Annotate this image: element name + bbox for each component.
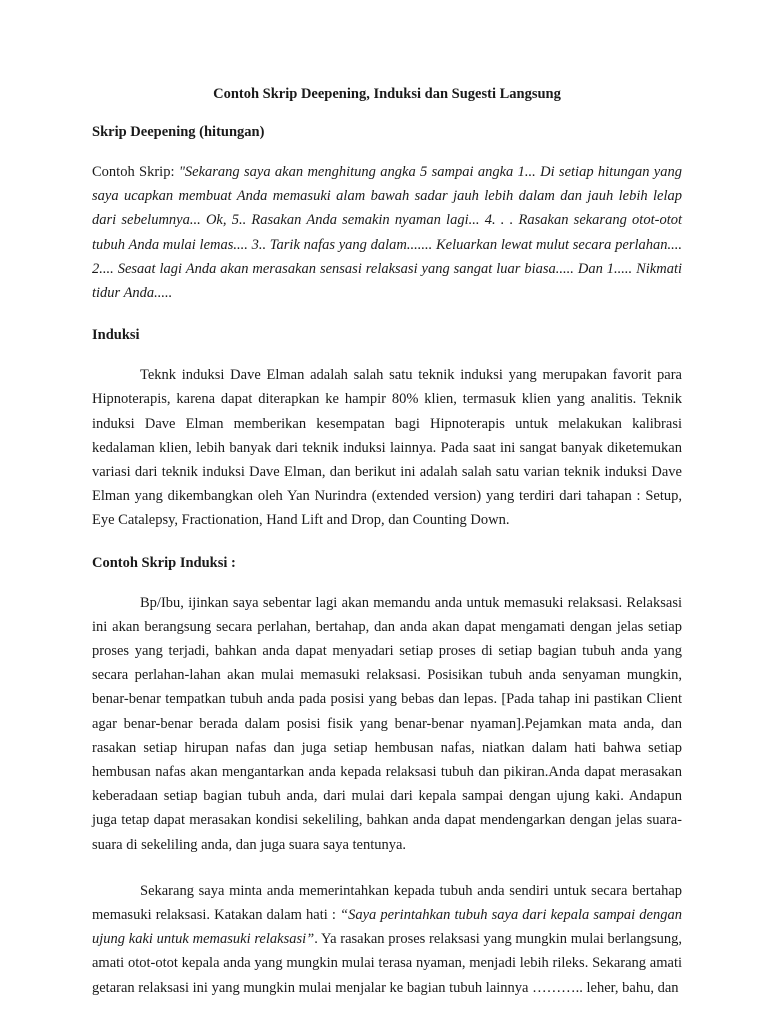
document-title: Contoh Skrip Deepening, Induksi dan Sugesti Langsung (213, 86, 561, 102)
paragraph-induksi-script-2 (92, 879, 682, 1000)
heading-contoh-skrip-induksi: Contoh Skrip Induksi : (92, 554, 236, 571)
heading-induksi: Induksi (92, 327, 140, 344)
paragraph2-text-a: Sekarang saya minta anda memerintahkan kepada tubuh anda sendiri untuk secara bertahap memasuki relaksasi. Katakan dalam hati : (92, 882, 682, 924)
deepening-quote: "Sekarang saya akan menghitung angka 5 sampai angka 1... Di setiap hitungan yang saya ucapkan membuat Anda memasuki alam bawah sadar jauh lebih dalam dan jauh lebih lelap dari sebelumnya... Ok, 5.. Rasakan Anda semakin nyaman lagi... 4. . . Rasakan sekarang otot-otot tubuh Anda mulai lemas.... 3.. Tarik nafas yang dalam....... Keluarkan lewat mulut secara perlahan.... 2.... Sesaat lagi Anda akan merasakan sensasi relaksasi yang sangat luar biasa..... Dan 1..... Nikmati tidur Anda..... (92, 164, 682, 302)
paragraph-deepening-script (92, 160, 682, 305)
paragraph2-text-b: . Ya rasakan proses relaksasi yang mungkin mulai berlangsung, amati otot-otot kepala anda yang mungkin mulai terasa nyaman, menjadi lebih rileks. Sekarang amati getaran relaksasi ini yang mungkin mulai menjalar ke bagian tubuh lainnya ……….. leher, bahu, dan (92, 931, 682, 996)
heading-skrip-deepening: Skrip Deepening (hitungan) (92, 124, 265, 140)
paragraph-induksi-script-1: Bp/Ibu, ijinkan saya sebentar lagi akan memandu anda untuk memasuki relaksasi. Relaksasi ini akan berangsung secara perlahan, bertahap, dan anda akan dapat mengamati dengan jelas setiap proses yang terjadi, bahkan anda dapat menyadari setiap proses di setiap bagian tubuh anda yang secara perlahan-lahan akan mulai memasuki relaksasi. Posisikan tubuh anda senyaman mungkin, benar-benar tempatkan tubuh anda pada posisi yang bebas dan lepas. [Pada tahap ini pastikan Client agar benar-benar berada dalam posisi fisik yang benar-benar nyaman].Pejamkan mata anda, dan rasakan setiap hirupan nafas dan juga setiap hembusan nafas, niatkan dalam hati bahwa setiap hembusan nafas akan mengantarkan anda kepada relaksasi tubuh dan pikiran.Anda dapat merasakan keberadaan setiap bagian tubuh anda, dari mulai dari kepala sampai dengan ujung kaki. Andapun juga tetap dapat merasakan kondisi sekeliling, bahkan anda dapat mendengarkan dengan jelas suara-suara di sekeliling anda, dan juga suara saya tentunya. (92, 594, 682, 853)
paragraph2-quote: “Saya perintahkan tubuh saya dari kepala sampai dengan ujung kaki untuk memasuki relaksasi” (92, 907, 682, 948)
lead-label: Contoh Skrip: (92, 164, 179, 180)
paragraph-induksi: Teknk induksi Dave Elman adalah salah satu teknik induksi yang merupakan favorit para Hipnoterapis, karena dapat diterapkan ke hampir 80% klien, termasuk klien yang analitis. Teknik induksi Dave Elman memberikan kesempatan bagi Hipnoterapis untuk melakukan kalibrasi kedalaman klien, lebih banyak dari teknik induksi lainnya. Pada saat ini sangat banyak diketemukan variasi dari teknik induksi Dave Elman, dan berikut ini adalah salah satu varian teknik induksi Dave Elman yang dikembangkan oleh Yan Nurindra (extended version) yang terdiri dari tahapan : Setup, Eye Catalepsy, Fractionation, Hand Lift and Drop, dan Counting Down. (92, 367, 682, 529)
